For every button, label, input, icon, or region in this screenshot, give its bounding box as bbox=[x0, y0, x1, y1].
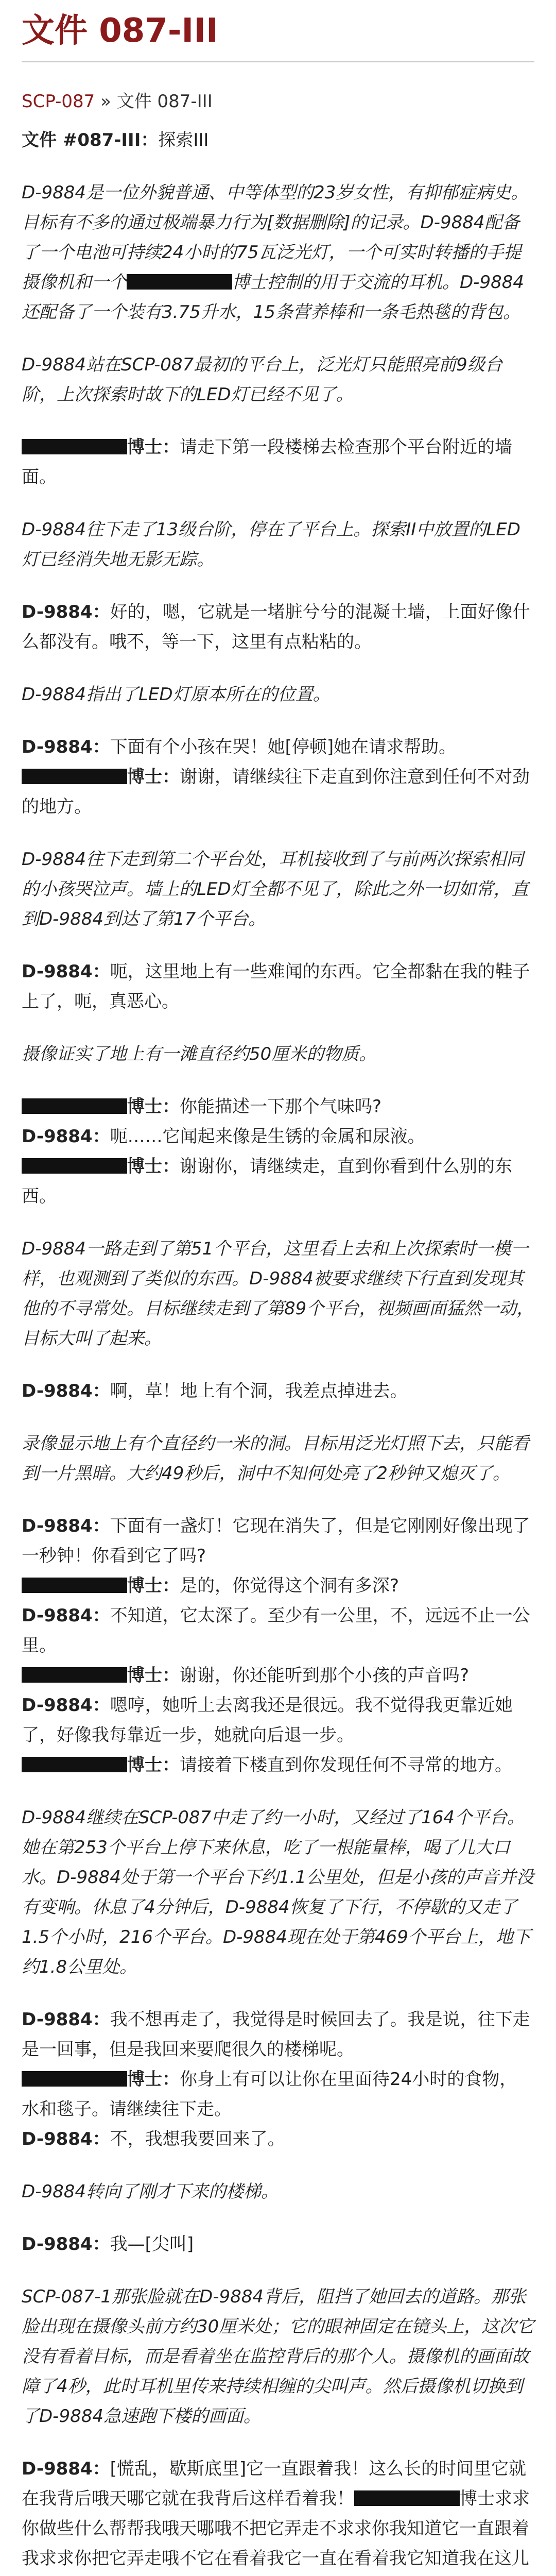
redaction-bar bbox=[22, 1667, 127, 1683]
dialogue-text: 不知道，它太深了。至少有一公里，不，远远不止一公里。 bbox=[22, 1605, 530, 1656]
dialogue-text: 呃……它闻起来像是生锈的金属和尿液。 bbox=[110, 1126, 425, 1147]
paragraph: D-9884继续在SCP-087中走了约一小时，又经过了164个平台。她在第253个平台上停下来休息，吃了一根能量棒，喝了几大口水。D-9884处于第一个平台下约1.1公里处，但是小孩的声音并没有变响。休息了4分钟后，D-9884恢复了下行，不停歇的又走了1.5个小时，216个平台。D-9884现在处于第469个平台上，地下约1.8公里处。 bbox=[22, 1807, 534, 1977]
paragraph-text: 博士控制的用于交流的耳机。D-9884还配备了一个装有3.75升水，15条营养棒和一条毛热毯的背包。 bbox=[22, 272, 524, 323]
speaker: D-9884： bbox=[22, 2009, 110, 2030]
dialogue-text: 啊，草！地上有个洞，我差点掉进去。 bbox=[110, 1380, 408, 1401]
dialogue bbox=[22, 2229, 534, 2259]
dialogue-text: 不，我想我要回来了。 bbox=[110, 2128, 285, 2149]
dialogue bbox=[22, 957, 534, 1016]
dialogue-text: 你身上有可以让你在里面待24小时的食物，水和毯子。请继续往下走。 bbox=[22, 2069, 517, 2120]
redaction-bar bbox=[22, 1578, 127, 1593]
dialogue-block bbox=[22, 1092, 534, 1211]
document-name: 探索III bbox=[158, 129, 209, 150]
paragraph: SCP-087-1那张脸就在D-9884背后，阻挡了她回去的道路。那张脸出现在摄像头前方约30厘米处；它的眼神固定在镜头上，这次它没有看着目标，而是看着坐在监控背后的那个人。摄像机的画面故障了4秒，此时耳机里传来持续相缠的尖叫声。然后摄像机切换到了D-9884急速跑下楼的画面。 bbox=[22, 2286, 534, 2427]
breadcrumb-link-scp087[interactable]: SCP-087 bbox=[22, 91, 95, 112]
speaker: 博士： bbox=[127, 1665, 180, 1686]
document-header bbox=[22, 125, 534, 155]
dialogue bbox=[22, 2454, 534, 2576]
dialogue-text: 谢谢，请继续往下走直到你注意到任何不对劲的地方。 bbox=[22, 766, 530, 817]
paragraph: D-9884站在SCP-087最初的平台上，泛光灯只能照亮前9级台阶，上次探索时故下的LED灯已经不见了。 bbox=[22, 354, 502, 405]
paragraph: D-9884一路走到了第51个平台，这里看上去和上次探索时一模一样，也观测到了类似的东西。D-9884被要求继续下行直到发现其他的不寻常处。目标继续走到了第89个平台，视频画面猛然一动，目标大叫了起来。 bbox=[22, 1238, 534, 1349]
dialogue-block bbox=[22, 1511, 534, 1780]
speaker: D-9884： bbox=[22, 1605, 110, 1626]
dialogue-text: 你能描述一下那个气味吗? bbox=[180, 1096, 382, 1117]
dialogue bbox=[22, 432, 534, 492]
dialogue-text: 谢谢，你还能听到那个小孩的声音吗? bbox=[180, 1665, 470, 1686]
dialogue-text: 是的，你觉得这个洞有多深? bbox=[180, 1575, 399, 1596]
paragraph: D-9884往下走到第二个平台处，耳机接收到了与前两次探索相同的小孩哭泣声。墙上的LED灯全都不见了，除此之外一切如常，直到D-9884到达了第17个平台。 bbox=[22, 849, 529, 929]
dialogue-text: 博士求求你做些什么帮帮我哦天哪哦不把它弄走不求求你我知道它一直跟着我求求你把它弄走哦不它在看着我它一直在看着我它知道我在这儿 bbox=[22, 2488, 530, 2569]
redaction-bar bbox=[354, 2490, 460, 2506]
paragraph: 录像显示地上有个直径约一米的洞。目标用泛光灯照下去，只能看到一片黑暗。大约49秒后，洞中不知何处亮了2秒钟又熄灭了。 bbox=[22, 1433, 529, 1484]
speaker: D-9884： bbox=[22, 1515, 110, 1536]
breadcrumb-separator: » bbox=[100, 91, 111, 112]
speaker: 博士： bbox=[127, 2069, 180, 2090]
speaker: D-9884： bbox=[22, 1694, 110, 1716]
paragraph: 摄像证实了地上有一滩直径约50厘米的物质。 bbox=[22, 1043, 377, 1064]
dialogue-block bbox=[22, 2005, 534, 2154]
redaction-bar bbox=[22, 2071, 127, 2087]
dialogue-text: 谢谢你，请继续走，直到你看到什么别的东西。 bbox=[22, 1156, 512, 1207]
speaker: D-9884： bbox=[22, 2233, 110, 2255]
dialogue bbox=[22, 1376, 534, 1406]
speaker: D-9884： bbox=[22, 2458, 110, 2479]
redaction-bar bbox=[127, 274, 232, 290]
speaker: 博士： bbox=[127, 1096, 180, 1117]
speaker: D-9884： bbox=[22, 601, 110, 622]
speaker: D-9884： bbox=[22, 961, 110, 982]
dialogue bbox=[22, 597, 534, 657]
redaction-bar bbox=[22, 769, 127, 784]
page-title: 文件 087-III bbox=[22, 11, 534, 62]
dialogue-text: 我—[尖叫] bbox=[110, 2233, 194, 2255]
paragraph-subject bbox=[22, 178, 534, 327]
breadcrumb-current: 文件 087-III bbox=[116, 91, 213, 112]
speaker: D-9884： bbox=[22, 2128, 110, 2149]
speaker: 博士： bbox=[127, 766, 180, 787]
paragraph-text: D-9884是一位外貌普通、中等体型的23岁女性，有抑郁症病史。目标有不多的通过极端暴力行为[数据删除]的记录。D-9884配备了一个电池可持续24小时的75瓦泛光灯，一个可实时转播的手提摄像机和一个 bbox=[22, 182, 529, 293]
speaker: 博士： bbox=[127, 1754, 180, 1775]
dialogue-text: 呃，这里地上有一些难闻的东西。它全都黏在我的鞋子上了，呃，真恶心。 bbox=[22, 961, 530, 1012]
paragraph: D-9884往下走了13级台阶，停在了平台上。探索II中放置的LED灯已经消失地无影无踪。 bbox=[22, 519, 520, 570]
breadcrumb bbox=[22, 90, 534, 113]
redaction-bar bbox=[22, 1158, 127, 1174]
dialogue-text: 请接着下楼直到你发现任何不寻常的地方。 bbox=[180, 1754, 512, 1775]
dialogue-text: 嗯哼，她听上去离我还是很远。我不觉得我更靠近她了，好像我每靠近一步，她就向后退一步。 bbox=[22, 1694, 513, 1745]
dialogue-text: 好的，嗯，它就是一堵脏兮兮的混凝土墙，上面好像什么都没有。哦不，等一下，这里有点粘粘的。 bbox=[22, 601, 530, 652]
dialogue-text: 下面有一盏灯！它现在消失了，但是它刚刚好像出现了一秒钟！你看到它了吗? bbox=[22, 1515, 530, 1566]
redaction-bar bbox=[22, 1098, 127, 1114]
dialogue-text: [慌乱，歇斯底里]它一直跟着我！这么长的时间里它就在我背后哦天哪它就在我背后这样看着我！ bbox=[22, 2458, 527, 2509]
paragraph: D-9884指出了LED灯原本所在的位置。 bbox=[22, 684, 331, 705]
redaction-bar bbox=[22, 1757, 127, 1772]
paragraph: D-9884转向了刚才下来的楼梯。 bbox=[22, 2181, 279, 2202]
speaker: D-9884： bbox=[22, 1126, 110, 1147]
dialogue-block bbox=[22, 732, 534, 822]
speaker: 博士： bbox=[127, 1156, 180, 1177]
dialogue-text: 我不想再走了，我觉得是时候回去了。我是说，往下走是一回事，但是我回来要爬很久的楼梯呢。 bbox=[22, 2009, 530, 2060]
redaction-bar bbox=[22, 439, 127, 454]
document-label: 文件 #087-III： bbox=[22, 129, 159, 150]
speaker: D-9884： bbox=[22, 736, 110, 757]
speaker: 博士： bbox=[127, 1575, 180, 1596]
speaker: D-9884： bbox=[22, 1380, 110, 1401]
dialogue-text: 请走下第一段楼梯去检查那个平台附近的墙面。 bbox=[22, 436, 512, 487]
dialogue-text: 下面有个小孩在哭！她[停顿]她在请求帮助。 bbox=[110, 736, 457, 757]
speaker: 博士： bbox=[127, 436, 180, 457]
